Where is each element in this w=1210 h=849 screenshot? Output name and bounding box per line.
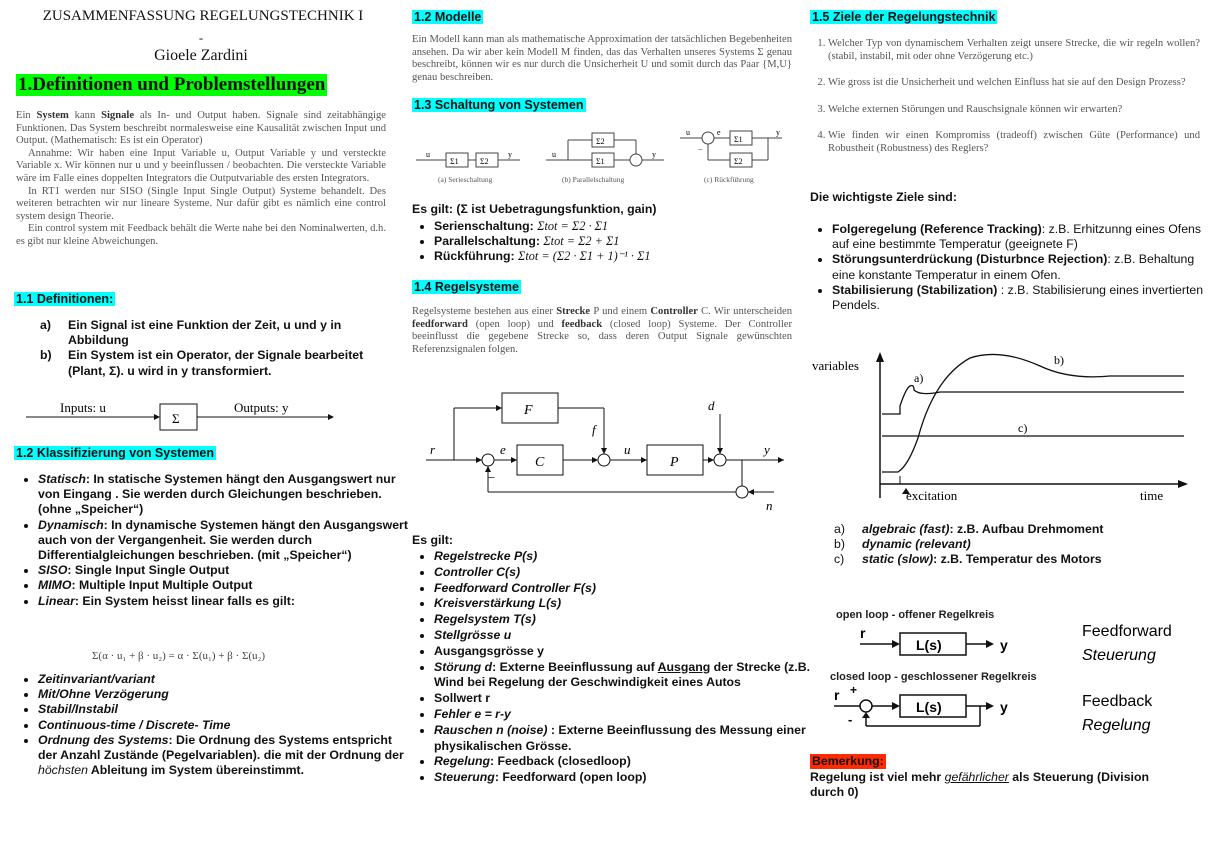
closed-loop-minus: - bbox=[848, 712, 853, 727]
open-loop-y: y bbox=[1000, 637, 1008, 653]
plot-ylabel: variables bbox=[812, 358, 859, 373]
rules-list bbox=[412, 219, 812, 265]
column-2 bbox=[412, 0, 811, 849]
question-item: 2. Wie gross ist die Unsicherheit und welchen Einfluss hat sie auf den Design Prozess? bbox=[828, 77, 1200, 90]
rule-item: • Serienschaltung: Σtot = Σ2 · Σ1 bbox=[434, 219, 812, 234]
goal-item: • Störungsunterdrückung (Disturbnce Rejection): z.B. Behaltung eine konstante Temperatur in einem Ofen. bbox=[832, 252, 1210, 282]
variable-item: • Fehler e = r-y bbox=[434, 707, 814, 723]
definition-item: b) Ein System ist ein Operator, der Signale bearbeitet (Plant, Σ). u wird in y transformiert. bbox=[40, 348, 364, 378]
goal-item: • Folgeregelung (Reference Tracking): z.B. Erhitzunng eines Ofens auf eine bestimmte Temperatur (geeignete F) bbox=[832, 222, 1210, 252]
label-e: e bbox=[500, 442, 506, 457]
steuerung-label: Steuerung bbox=[1082, 647, 1156, 664]
classification-item: • Ordnung des Systems: Die Ordnung des Systems entspricht der Anzahl Zustände (Pegelvariablen). die mit der Ordnung der höchsten Ableitung im System übereinstimmt. bbox=[38, 733, 408, 779]
parallel-u: u bbox=[552, 150, 556, 159]
open-loop-r: r bbox=[860, 625, 866, 641]
bemerkung-text: Regelung ist viel mehr gefährlicher als Steuerung (Division durch 0) bbox=[810, 770, 1149, 800]
variable-item: • Feedforward Controller F(s) bbox=[434, 581, 814, 597]
intro-p3: In RT1 werden nur SISO (Single Input Single Output) Systeme behandelt. Des weiteren betrachten wir nur lineare Systeme. Nur dafür gibt es nämlich eine control system design Theorie. bbox=[16, 185, 386, 222]
regelsysteme-text: Regelsysteme bestehen aus einer Strecke P und einem Controller C. Wir unterscheiden feedforward (open loop) und feedback (closed loop) Systeme. Der Controller beeinflusst die gegebene Strecke so, dass deren Output Signale gewünschten Referenzsignalen folgen. bbox=[412, 306, 793, 355]
variable-item: • Regelung: Feedback (closedloop) bbox=[434, 754, 814, 770]
classification-item: • Stabil/Instabil bbox=[38, 702, 408, 717]
feedforward-label: Feedforward bbox=[1082, 623, 1172, 640]
intro-p2: Annahme: Wir haben eine Input Variable u, Output Variable y und versteckte Variable x. Wir können nur u und y beeinflussen / beobachten. Die versteckte Variable wäre im Falle eines doppelten Integrators die Outputvariable des ersten Integrators. bbox=[16, 147, 386, 184]
series-circuit bbox=[416, 150, 520, 184]
regelung-label: Regelung bbox=[1082, 717, 1151, 734]
system-type-item: b) dynamic (relevant) bbox=[834, 537, 971, 552]
label-d: d bbox=[708, 398, 715, 413]
bemerkung-heading: Bemerkung: bbox=[812, 754, 884, 768]
variable-item: • Rauschen n (noise) : Externe Beeinflussung des Messung einer physikalischen Grösse. bbox=[434, 723, 814, 755]
system-type-item: c) static (slow): z.B. Temperatur des Motors bbox=[834, 552, 1102, 567]
closed-loop-y: y bbox=[1000, 699, 1008, 715]
question-item: 4. Wie finden wir einen Kompromiss (tradeoff) zwischen Güte (Performance) und Robustheit (Robustness) des Reglers? bbox=[828, 130, 1200, 155]
caption-feedback: (c) Rückführung bbox=[704, 175, 754, 184]
closed-loop-L: L(s) bbox=[916, 699, 942, 715]
loop-diagrams bbox=[810, 600, 1190, 740]
question-item: 3. Welche externen Störungen und Rauschsignale können wir erwarten? bbox=[828, 104, 1200, 117]
label-n: n bbox=[766, 498, 773, 513]
modelle-text: Ein Modell kann man als mathematische Approximation der tatsächlichen Begebenheiten ansehen. Da wir aber kein Modell M finden, das das Verhalten unseres Systems Σ genau beschreibt, können wir es nur durch die Unsicherheit U und somit durch das Paar {M,U} genau beschreiben. bbox=[412, 34, 792, 83]
feedback-label: Feedback bbox=[1082, 693, 1153, 710]
diagram-sigma: Σ bbox=[172, 411, 180, 426]
diagram-input-label: Inputs: u bbox=[60, 400, 106, 415]
question-item: 1. Welcher Typ von dynamischem Verhalten zeigt unsere Strecke, die wir regeln wollen? (stabil, instabil, mit oder ohne Verzögerung etc.) bbox=[828, 38, 1200, 63]
variables-list bbox=[412, 549, 814, 786]
classification-item: • Continuous-time / Discrete- Time bbox=[38, 718, 408, 733]
caption-parallel: (b) Parallelschaltung bbox=[562, 175, 625, 184]
series-u: u bbox=[426, 150, 430, 159]
open-loop-title: open loop - offener Regelkreis bbox=[836, 609, 995, 621]
plot-xlabel: time bbox=[1140, 488, 1164, 503]
goal-item: • Stabilisierung (Stabilization) : z.B. Stabilisierung eines invertierten Pendels. bbox=[832, 283, 1210, 313]
section-heading-klassifizierung: 1.2 Klassifizierung von Systemen bbox=[16, 446, 214, 460]
questions-list bbox=[810, 38, 1200, 156]
classification-item: • Dynamisch: In dynamische Systemen hängt den Ausgangswert auch von der Vergangenheit. Sie werden durch Differentialgleichungen beschrieben. (mit „Speicher“) bbox=[38, 518, 408, 564]
classification-item: • SISO: Single Input Single Output bbox=[38, 563, 408, 578]
definition-item: a) Ein Signal ist eine Funktion der Zeit, u und y in Abbildung bbox=[40, 318, 342, 348]
block-F: F bbox=[524, 403, 533, 418]
author: Gioele Zardini bbox=[154, 47, 248, 64]
classification-item: • Mit/Ohne Verzögerung bbox=[38, 687, 408, 702]
title-dash: - bbox=[198, 30, 204, 45]
variable-item: • Sollwert r bbox=[434, 691, 814, 707]
wichtigste-ziele: Die wichtigste Ziele sind: bbox=[810, 190, 957, 204]
label-r: r bbox=[430, 442, 436, 457]
rule-item: • Parallelschaltung: Σtot = Σ2 + Σ1 bbox=[434, 234, 812, 249]
feedback-circuit bbox=[680, 128, 782, 184]
classification-list bbox=[16, 472, 408, 609]
es-gilt-1: Es gilt: (Σ ist Uebetragungsfunktion, gain) bbox=[412, 202, 657, 216]
classification-list-2 bbox=[16, 672, 408, 778]
classification-item: • Linear: Ein System heisst linear falls es gilt: bbox=[38, 594, 408, 609]
series-s1: Σ1 bbox=[450, 157, 459, 166]
section-heading-regelsysteme: 1.4 Regelsysteme bbox=[414, 280, 519, 294]
classification-item: • Zeitinvariant/variant bbox=[38, 672, 408, 687]
linear-formula: Σ(α · u₁ + β · u₂) = α · Σ(u₁) + β · Σ(u₂) bbox=[92, 650, 266, 662]
intro-p4: Ein control system mit Feedback behält die Werte nahe bei den Nominalwerten, d.h. es gibt nur kleine Abweichungen. bbox=[16, 223, 386, 247]
column-3 bbox=[810, 0, 1204, 849]
block-P: P bbox=[670, 455, 679, 470]
diagram-output-label: Outputs: y bbox=[234, 400, 289, 415]
plot-excitation: excitation bbox=[906, 488, 958, 503]
column-1 bbox=[12, 0, 408, 849]
doc-title: ZUSAMMENFASSUNG REGELUNGSTECHNIK I bbox=[42, 8, 364, 24]
closed-loop-title: closed loop - geschlossener Regelkreis bbox=[830, 671, 1037, 683]
system-types-list bbox=[834, 522, 1196, 568]
classification-item: • Statisch: In statische Systemen hängt den Ausgangswert nur von Eingang . Sie werden durch Gleichungen beschrieben. (ohne „Speicher“) bbox=[38, 472, 408, 518]
open-loop-L: L(s) bbox=[916, 637, 942, 653]
intro-text bbox=[16, 110, 386, 249]
section-heading-schaltung: 1.3 Schaltung von Systemen bbox=[414, 98, 584, 112]
parallel-s2: Σ2 bbox=[596, 137, 605, 146]
response-plot bbox=[810, 348, 1190, 508]
label-y: y bbox=[764, 442, 770, 457]
feedback-s1: Σ1 bbox=[734, 135, 743, 144]
variable-item: • Störung d: Externe Beeinflussung auf Ausgang der Strecke (z.B. Wind bei Regelung der Geschwindigkeit eines Autos bbox=[434, 660, 814, 692]
es-gilt-2: Es gilt: bbox=[412, 533, 453, 547]
goals-list bbox=[810, 222, 1210, 313]
system-type-item: a) algebraic (fast): z.B. Aufbau Drehmoment bbox=[834, 522, 1104, 536]
closed-loop-plus: + bbox=[850, 683, 858, 697]
variable-item: • Controller C(s) bbox=[434, 565, 814, 581]
variable-item: • Ausgangsgrösse y bbox=[434, 644, 814, 660]
section-heading-definitions: 1.1 Definitionen: bbox=[16, 292, 114, 306]
caption-series: (a) Serieschaltung bbox=[438, 175, 493, 184]
block-C: C bbox=[535, 455, 545, 470]
classification-item: • MIMO: Multiple Input Multiple Output bbox=[38, 578, 408, 593]
feedback-minus: − bbox=[698, 145, 703, 154]
variable-item: • Regelstrecke P(s) bbox=[434, 549, 814, 565]
label-f: f bbox=[592, 422, 596, 437]
feedback-s2: Σ2 bbox=[734, 157, 743, 166]
label-u: u bbox=[624, 442, 631, 457]
variable-item: • Steuerung: Feedforward (open loop) bbox=[434, 770, 814, 786]
plot-label-b: b) bbox=[1054, 353, 1064, 367]
parallel-y: y bbox=[652, 150, 656, 159]
feedback-e: e bbox=[717, 128, 721, 137]
section-heading-modelle: 1.2 Modelle bbox=[414, 10, 482, 24]
parallel-circuit bbox=[546, 133, 664, 184]
definitions-list bbox=[40, 318, 392, 379]
section-heading-1: 1.Definitionen und Problemstellungen bbox=[18, 74, 326, 95]
closed-loop-r: r bbox=[834, 687, 840, 703]
plot-label-a: a) bbox=[914, 371, 924, 385]
schaltung-diagrams bbox=[412, 126, 794, 188]
control-block-diagram bbox=[412, 380, 792, 520]
label-minus: − bbox=[488, 470, 496, 485]
plot-label-c: c) bbox=[1018, 421, 1028, 435]
variable-item: • Kreisverstärkung L(s) bbox=[434, 596, 814, 612]
intro-p1: Ein System kann Signale als In- und Output haben. Signale sind zeitabhängige Funktionen. Das System beschreibt normalesweise eine Kausalität zwischen Input und Output. (Mathematisch: Es ist ein Operator) bbox=[16, 110, 386, 147]
rule-item: • Rückführung: Σtot = (Σ2 · Σ1 + 1)⁻¹ · Σ1 bbox=[434, 249, 812, 264]
feedback-y: y bbox=[776, 128, 780, 137]
series-y: y bbox=[508, 150, 512, 159]
variable-item: • Regelsystem T(s) bbox=[434, 612, 814, 628]
feedback-u: u bbox=[686, 128, 690, 137]
series-s2: Σ2 bbox=[480, 157, 489, 166]
parallel-s1: Σ1 bbox=[596, 157, 605, 166]
variable-item: • Stellgrösse u bbox=[434, 628, 814, 644]
system-diagram bbox=[12, 396, 390, 436]
section-heading-ziele: 1.5 Ziele der Regelungstechnik bbox=[812, 10, 996, 24]
